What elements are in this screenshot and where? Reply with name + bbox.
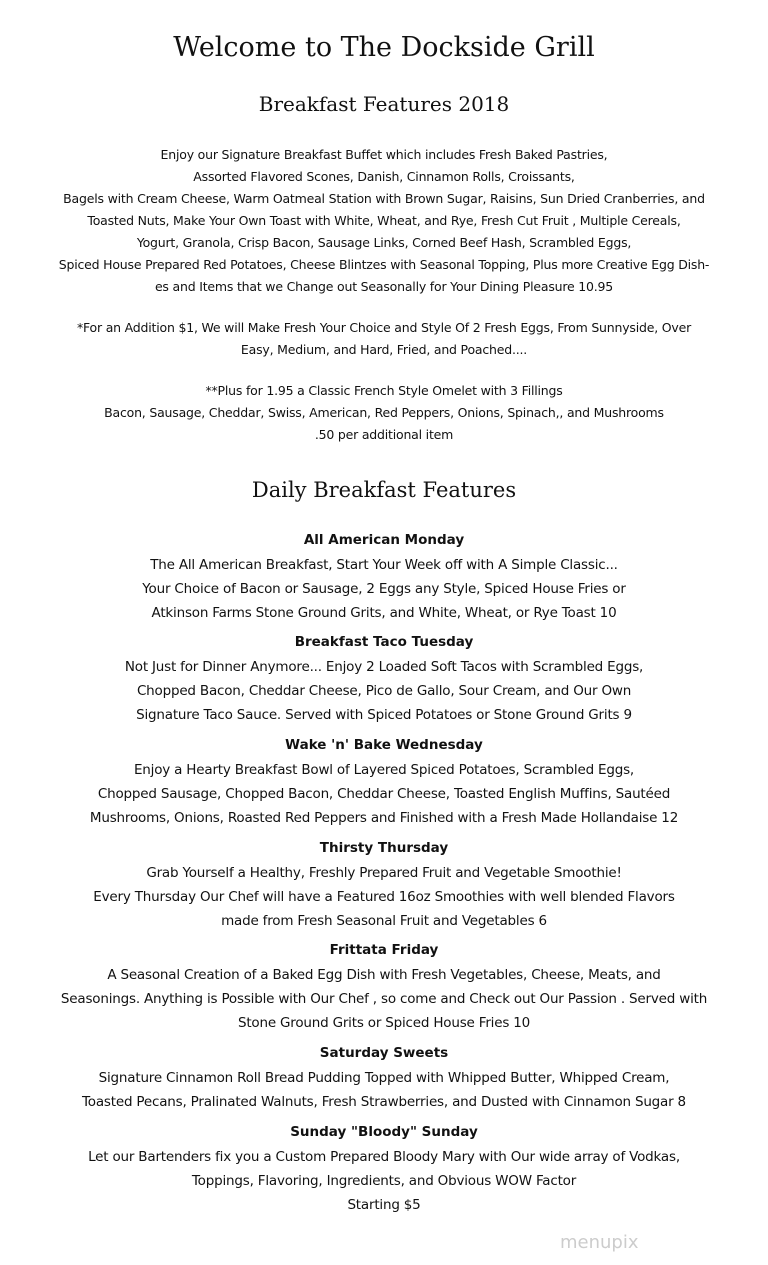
subtitle: Breakfast Features 2018 [258, 92, 510, 116]
day-feature-name: Saturday Sweets [319, 1045, 449, 1061]
day-feature-line: Seasonings. Anything is Possible with Our Chef , so come and Check out Our Passion . Served with [60, 991, 708, 1007]
day-feature-line: A Seasonal Creation of a Baked Egg Dish with Fresh Vegetables, Cheese, Meats, and [107, 967, 661, 983]
day-feature-line: Atkinson Farms Stone Ground Grits, and White, Wheat, or Rye Toast 10 [151, 605, 617, 621]
day-feature-line: Signature Taco Sauce. Served with Spiced Potatoes or Stone Ground Grits 9 [136, 707, 632, 723]
text-line: Yogurt, Granola, Crisp Bacon, Sausage Links, Corned Beef Hash, Scrambled Eggs, [136, 235, 632, 250]
day-feature-line: Chopped Sausage, Chopped Bacon, Cheddar Cheese, Toasted English Muffins, Sautéed [97, 786, 671, 802]
text-line: Easy, Medium, and Hard, Fried, and Poached.... [240, 342, 528, 357]
day-feature [0, 937, 768, 1035]
day-feature-name: All American Monday [303, 532, 465, 548]
day-feature [0, 1119, 768, 1217]
day-feature-line: Chopped Bacon, Cheddar Cheese, Pico de Gallo, Sour Cream, and Our Own [136, 683, 632, 699]
day-feature-line: Not Just for Dinner Anymore... Enjoy 2 Loaded Soft Tacos with Scrambled Eggs, [124, 659, 644, 675]
buffet-description [0, 144, 768, 298]
text-line: *For an Addition $1, We will Make Fresh Your Choice and Style Of 2 Fresh Eggs, From Sunnyside, Over [76, 320, 692, 335]
day-feature [0, 835, 768, 933]
text-line: Spiced House Prepared Red Potatoes, Cheese Blintzes with Seasonal Topping, Plus more Creative Egg Dish- [58, 257, 710, 272]
omelet-note [0, 380, 768, 446]
day-feature-line: Your Choice of Bacon or Sausage, 2 Eggs any Style, Spiced House Fries or [142, 581, 626, 597]
egg-addition-note [0, 317, 768, 361]
watermark: menupix [560, 1232, 639, 1253]
day-feature [0, 732, 768, 830]
text-line: es and Items that we Change out Seasonally for Your Dining Pleasure 10.95 [154, 279, 614, 294]
day-feature-line: Mushrooms, Onions, Roasted Red Peppers and Finished with a Fresh Made Hollandaise 12 [89, 810, 679, 826]
text-line: Enjoy our Signature Breakfast Buffet which includes Fresh Baked Pastries, [160, 147, 608, 162]
day-feature-line: Stone Ground Grits or Spiced House Fries 10 [237, 1015, 531, 1031]
day-feature-name: Thirsty Thursday [319, 840, 449, 856]
text-line: **Plus for 1.95 a Classic French Style Omelet with 3 Fillings [205, 383, 563, 398]
day-feature-line: Enjoy a Hearty Breakfast Bowl of Layered Spiced Potatoes, Scrambled Eggs, [133, 762, 635, 778]
day-feature-line: The All American Breakfast, Start Your Week off with A Simple Classic... [150, 557, 618, 573]
day-feature-line: Let our Bartenders fix you a Custom Prepared Bloody Mary with Our wide array of Vodkas, [88, 1149, 680, 1165]
day-feature-name: Frittata Friday [329, 942, 439, 958]
day-feature [0, 527, 768, 625]
day-feature-name: Breakfast Taco Tuesday [294, 634, 474, 650]
page-title: Welcome to The Dockside Grill [173, 32, 595, 63]
day-feature-line: Signature Cinnamon Roll Bread Pudding Topped with Whipped Butter, Whipped Cream, [98, 1070, 670, 1086]
text-line: Bacon, Sausage, Cheddar, Swiss, American, Red Peppers, Onions, Spinach,, and Mushrooms [104, 405, 664, 420]
day-feature-line: Every Thursday Our Chef will have a Featured 16oz Smoothies with well blended Flavors [93, 889, 675, 905]
day-feature-name: Sunday "Bloody" Sunday [290, 1124, 478, 1140]
text-line: .50 per additional item [314, 427, 454, 442]
day-feature [0, 629, 768, 727]
day-feature-line: Grab Yourself a Healthy, Freshly Prepared Fruit and Vegetable Smoothie! [146, 865, 622, 881]
day-feature-name: Wake 'n' Bake Wednesday [285, 737, 483, 753]
day-feature-line: Toasted Pecans, Pralinated Walnuts, Fresh Strawberries, and Dusted with Cinnamon Sugar 8 [82, 1094, 686, 1110]
text-line: Bagels with Cream Cheese, Warm Oatmeal Station with Brown Sugar, Raisins, Sun Dried Cranberries, and [63, 191, 705, 206]
day-feature-line: made from Fresh Seasonal Fruit and Vegetables 6 [221, 913, 547, 929]
daily-features-heading: Daily Breakfast Features [251, 478, 517, 502]
day-feature-line: Starting $5 [347, 1197, 421, 1213]
day-feature-line: Toppings, Flavoring, Ingredients, and Obvious WOW Factor [191, 1173, 577, 1189]
text-line: Toasted Nuts, Make Your Own Toast with White, Wheat, and Rye, Fresh Cut Fruit , Multiple Cereals, [87, 213, 681, 228]
text-line: Assorted Flavored Scones, Danish, Cinnamon Rolls, Croissants, [193, 169, 575, 184]
day-feature [0, 1040, 768, 1114]
